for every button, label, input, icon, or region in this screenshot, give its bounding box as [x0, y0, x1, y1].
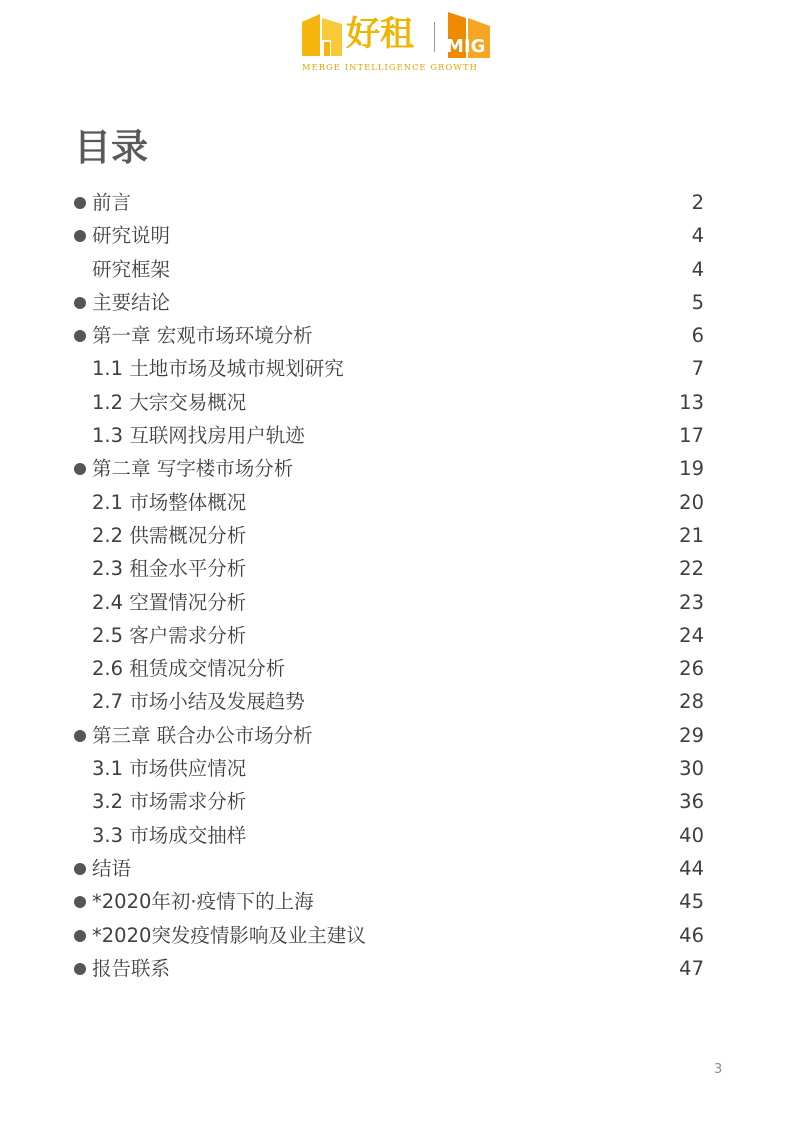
toc-entry-page: 20	[679, 490, 704, 514]
toc-entry[interactable]	[74, 586, 714, 619]
toc-entry-label: 第三章 联合办公市场分析	[92, 723, 313, 747]
toc-entry-label: 结语	[92, 856, 132, 880]
logo-haozu-text: 好租	[346, 14, 414, 54]
bullet-dot-icon	[74, 730, 86, 742]
toc-entry-page: 22	[679, 557, 704, 581]
toc-entry-page: 21	[679, 523, 704, 547]
toc-entry-label: 研究说明	[92, 224, 171, 248]
toc-entry-label: *2020突发疫情影响及业主建议	[92, 923, 366, 947]
toc-entry-label: 3.1 市场供应情况	[92, 757, 247, 781]
toc-entry[interactable]	[74, 352, 714, 385]
toc-entry-page: 30	[679, 757, 704, 781]
toc-entry-page: 17	[679, 424, 704, 448]
toc-entry-page: 40	[679, 823, 704, 847]
toc-entry-label: 主要结论	[92, 290, 171, 314]
toc-entry-page: 7	[691, 357, 704, 381]
toc-entry[interactable]	[74, 186, 714, 219]
toc-entry[interactable]	[74, 919, 714, 952]
toc-entry[interactable]	[74, 652, 714, 685]
toc-entry[interactable]	[74, 253, 714, 286]
toc-entry-label: 2.3 租金水平分析	[92, 557, 247, 581]
toc-entry[interactable]	[74, 852, 714, 885]
toc-entry[interactable]	[74, 452, 714, 485]
toc-title: 目录	[74, 126, 148, 169]
toc-entry-page: 5	[691, 290, 704, 314]
toc-entry-page: 24	[679, 623, 704, 647]
toc-entry-label: 第一章 宏观市场环境分析	[92, 324, 313, 348]
toc-entry-label: 第二章 写字楼市场分析	[92, 457, 294, 481]
logo-tagline: MERGE INTELLIGENCE GROWTH	[302, 62, 479, 72]
mig-logo-icon	[444, 10, 494, 58]
toc-entry-page: 45	[679, 890, 704, 914]
bullet-dot-icon	[74, 896, 86, 908]
toc-entry[interactable]	[74, 319, 714, 352]
toc-entry[interactable]	[74, 885, 714, 918]
toc-entry-page: 28	[679, 690, 704, 714]
toc-entry-page: 2	[691, 191, 704, 214]
toc-entry-page: 44	[679, 856, 704, 880]
toc-entry[interactable]	[74, 419, 714, 452]
toc-entry-label: *2020年初·疫情下的上海	[92, 890, 314, 914]
toc-entry-label: 前言	[92, 191, 132, 214]
toc-entry[interactable]	[74, 952, 714, 985]
bullet-dot-icon	[74, 930, 86, 942]
toc-entry-label: 2.7 市场小结及发展趋势	[92, 690, 305, 714]
bullet-dot-icon	[74, 230, 86, 242]
toc-entry-label: 报告联系	[92, 956, 171, 980]
page-number: 3	[714, 1062, 723, 1077]
toc-entry-label: 3.2 市场需求分析	[92, 790, 247, 814]
toc-entry-label: 1.2 大宗交易概况	[92, 390, 247, 414]
toc-entry-label: 2.4 空置情况分析	[92, 590, 247, 614]
toc-entry-page: 6	[691, 324, 704, 348]
toc-entry-page: 19	[679, 457, 704, 481]
toc-entry[interactable]	[74, 486, 714, 519]
toc-entry-label: 2.5 客户需求分析	[92, 623, 247, 647]
toc-entry[interactable]	[74, 219, 714, 252]
bullet-dot-icon	[74, 863, 86, 875]
toc-entry-page: 4	[691, 257, 704, 281]
toc-entry[interactable]	[74, 619, 714, 652]
toc-entry-label: 2.2 供需概况分析	[92, 523, 247, 547]
toc-entry-page: 46	[679, 923, 704, 947]
haozu-building-icon	[302, 12, 344, 56]
toc-entry-label: 3.3 市场成交抽样	[92, 823, 247, 847]
bullet-dot-icon	[74, 197, 86, 209]
toc-entry-page: 47	[679, 956, 704, 980]
toc-entry[interactable]	[74, 386, 714, 419]
company-logo	[302, 10, 494, 72]
toc-entry[interactable]	[74, 819, 714, 852]
logo-divider	[434, 22, 435, 52]
bullet-dot-icon	[74, 463, 86, 475]
toc-entry[interactable]	[74, 752, 714, 785]
toc-list	[74, 186, 714, 985]
toc-entry[interactable]	[74, 552, 714, 585]
bullet-dot-icon	[74, 963, 86, 975]
toc-entry-label: 2.1 市场整体概况	[92, 490, 247, 514]
toc-entry-page: 26	[679, 657, 704, 681]
toc-entry-label: 2.6 租赁成交情况分析	[92, 657, 286, 681]
toc-entry[interactable]	[74, 719, 714, 752]
toc-entry-page: 29	[679, 723, 704, 747]
mig-logo-letters: MIG	[446, 36, 486, 57]
toc-entry[interactable]	[74, 286, 714, 319]
toc-entry[interactable]	[74, 519, 714, 552]
bullet-dot-icon	[74, 297, 86, 309]
toc-entry-page: 23	[679, 590, 704, 614]
toc-entry-page: 4	[691, 224, 704, 248]
toc-entry-label: 1.3 互联网找房用户轨迹	[92, 424, 305, 448]
bullet-dot-icon	[74, 330, 86, 342]
toc-entry-label: 1.1 土地市场及城市规划研究	[92, 357, 344, 381]
toc-entry[interactable]	[74, 785, 714, 818]
toc-entry-page: 36	[679, 790, 704, 814]
toc-entry[interactable]	[74, 685, 714, 718]
toc-entry-label: 研究框架	[92, 257, 171, 281]
toc-entry-page: 13	[679, 390, 704, 414]
